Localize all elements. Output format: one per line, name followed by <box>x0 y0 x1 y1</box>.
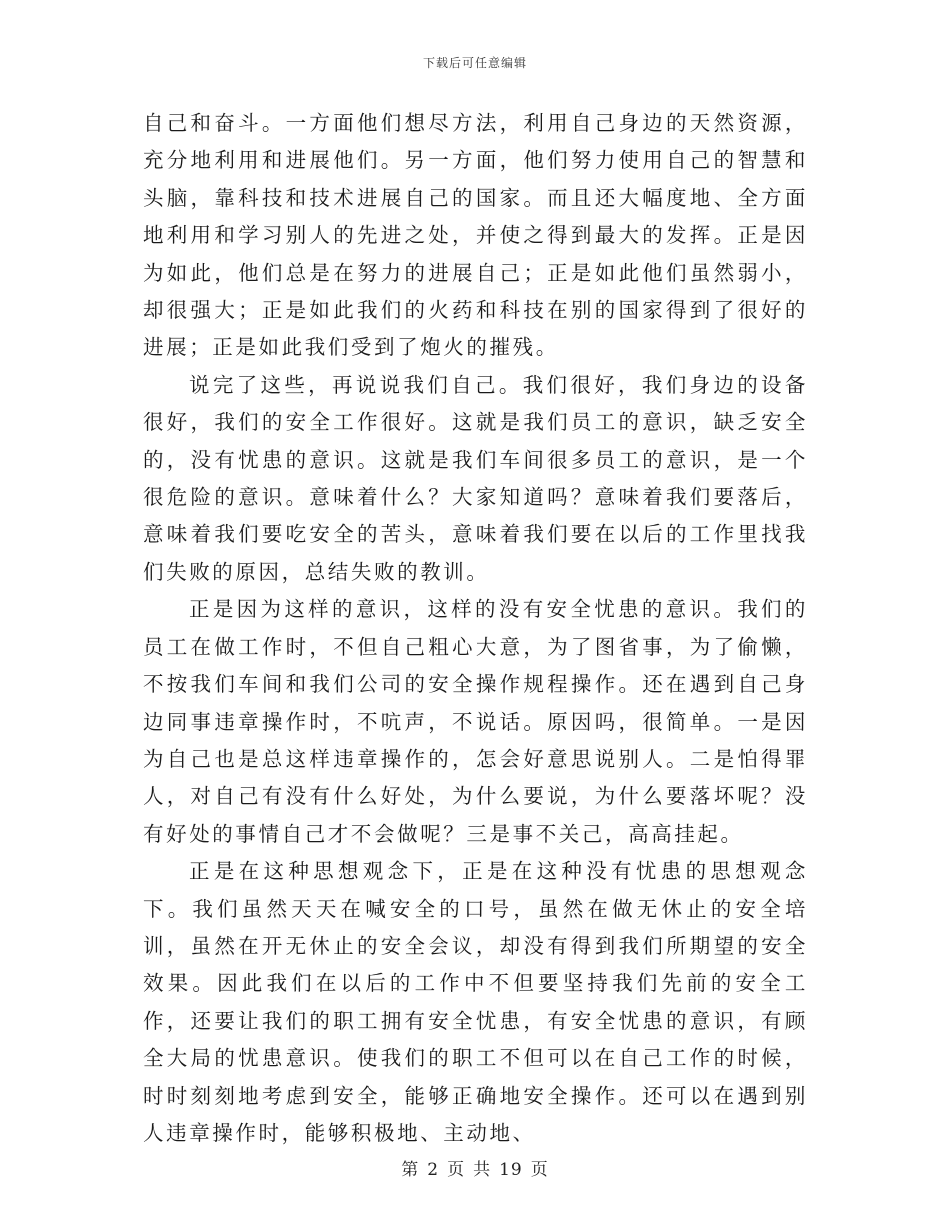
document-body <box>143 105 808 1152</box>
paragraph-2: 说完了这些，再说说我们自己。我们很好，我们身边的设备很好，我们的安全工作很好。这就是我们员工的意识，缺乏安全的，没有忧患的意识。这就是我们车间很多员工的意识，是一个很危险的意识。意味着什么？大家知道吗？意味着我们要落后，意味着我们要吃安全的苦头，意味着我们要在以后的工作里找我们失败的原因，总结失败的教训。 <box>143 372 808 584</box>
paragraph-4: 正是在这种思想观念下，正是在这种没有忧患的思想观念下。我们虽然天天在喊安全的口号，虽然在做无休止的安全培训，虽然在开无休止的安全会议，却没有得到我们所期望的安全效果。因此我们在以后的工作中不但要坚持我们先前的安全工作，还要让我们的职工拥有安全忧患，有安全忧患的意识，有顾全大局的忧患意识。使我们的职工不但可以在自己工作的时候，时时刻刻地考虑到安全，能够正确地安全操作。还可以在遇到别人违章操作时，能够积极地、主动地、 <box>143 859 808 1145</box>
page-footer <box>0 1155 950 1180</box>
page-header: 下载后可任意编辑 <box>422 56 527 70</box>
paragraph-1: 自己和奋斗。一方面他们想尽方法，利用自己身边的天然资源，充分地利用和进展他们。另一方面，他们努力使用自己的智慧和头脑，靠科技和技术进展自己的国家。而且还大幅度地、全方面地利用和学习别人的先进之处，并使之得到最大的发挥。正是因为如此，他们总是在努力的进展自己；正是如此他们虽然弱小，却很强大；正是如此我们的火药和科技在别的国家得到了很好的进展；正是如此我们受到了炮火的摧残。 <box>143 111 808 360</box>
paragraph-3: 正是因为这样的意识，这样的没有安全忧患的意识。我们的员工在做工作时，不但自己粗心大意，为了图省事，为了偷懒，不按我们车间和我们公司的安全操作规程操作。还在遇到自己身边同事违章操作时，不吭声，不说话。原因吗，很简单。一是因为自己也是总这样违章操作的，怎会好意思说别人。二是怕得罪人，对自己有没有什么好处，为什么要说，为什么要落坏呢？没有好处的事情自己才不会做呢？三是事不关己，高高挂起。 <box>143 597 808 846</box>
total-label: 共 <box>473 1160 492 1180</box>
total-pages-number: 19 <box>499 1160 523 1180</box>
page-label-suffix: 页 <box>530 1160 549 1180</box>
current-page-number: 2 <box>427 1160 440 1180</box>
page-label-prefix: 第 <box>401 1160 420 1180</box>
page-label-middle: 页 <box>447 1160 466 1180</box>
